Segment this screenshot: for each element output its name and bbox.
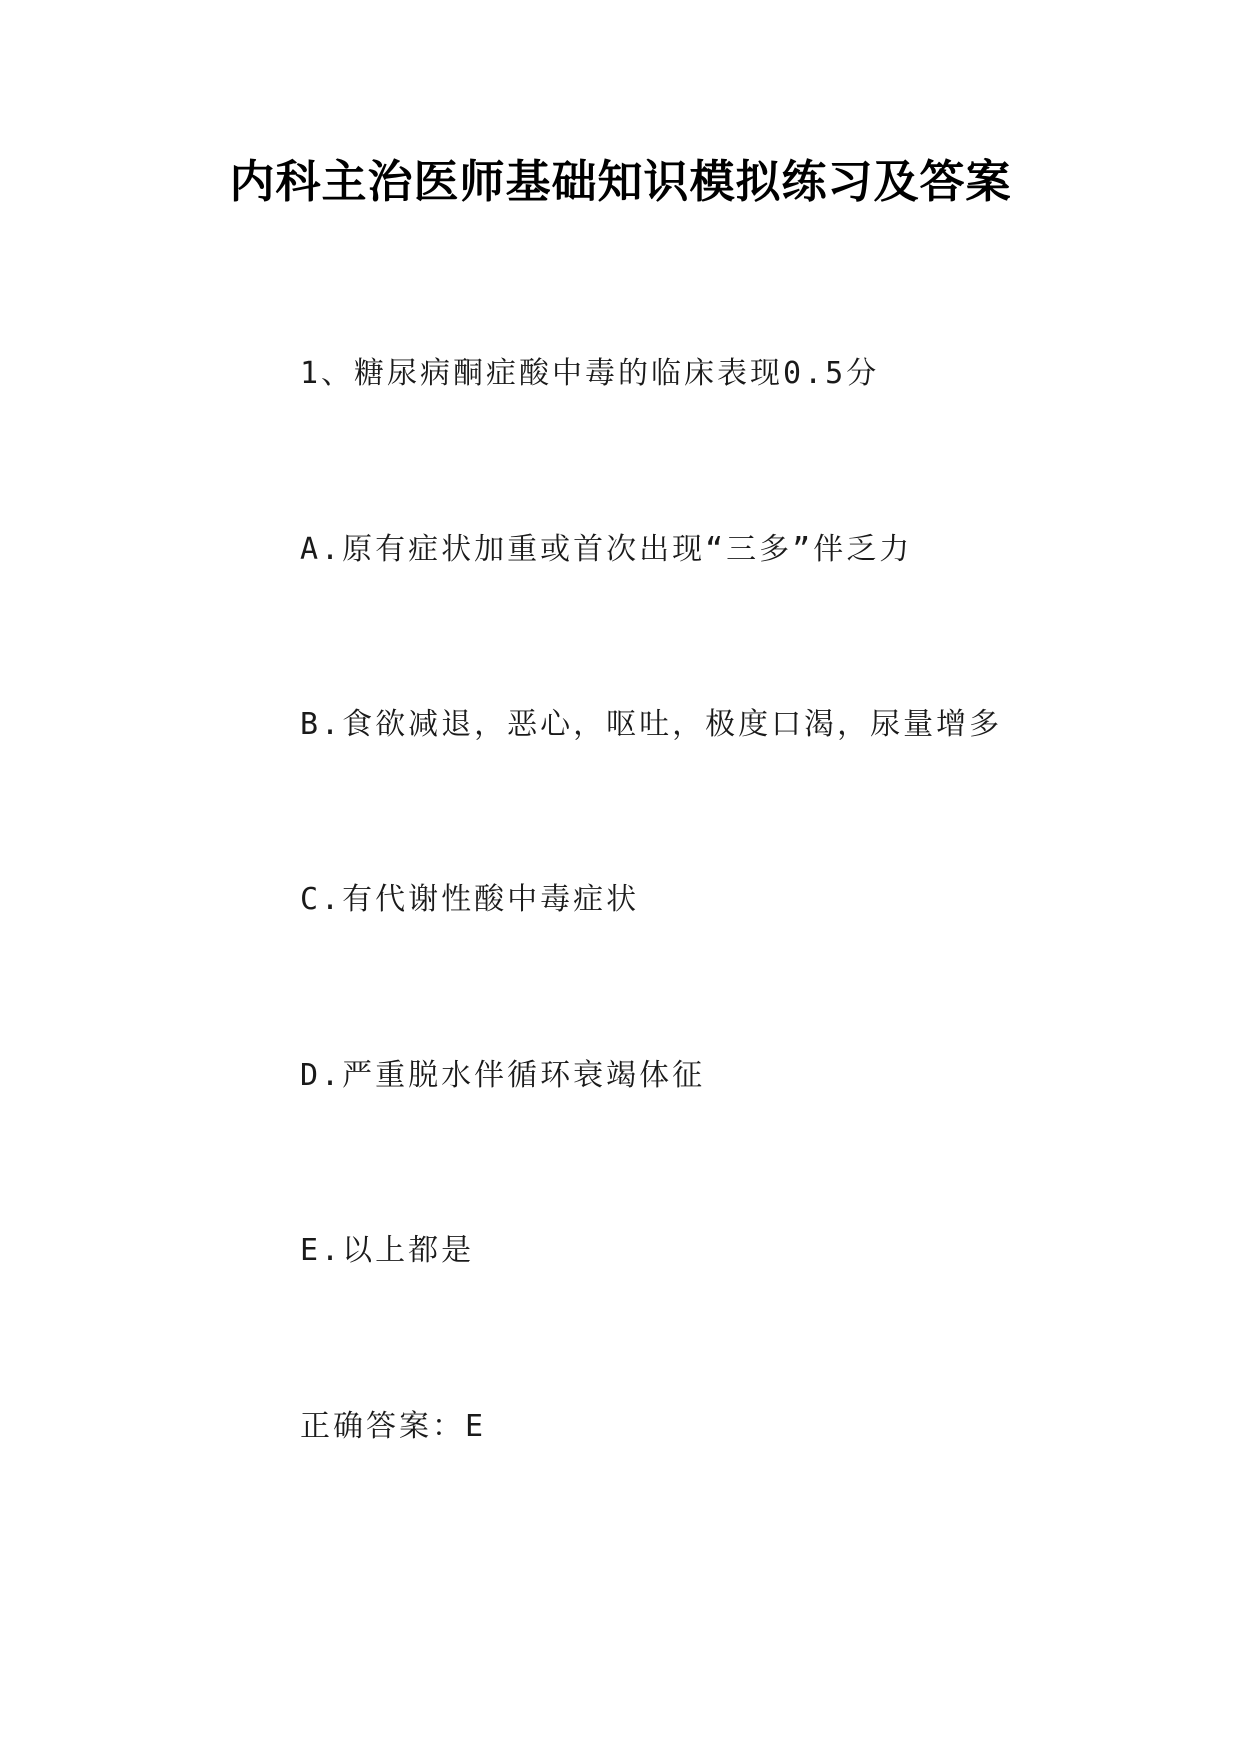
option-a: A.原有症状加重或首次出现“三多”伴乏力 xyxy=(300,532,913,567)
correct-answer: 正确答案：E xyxy=(300,1409,487,1444)
option-d: D.严重脱水伴循环衰竭体征 xyxy=(300,1058,706,1093)
option-e: E.以上都是 xyxy=(300,1233,475,1268)
question-stem: 1、糖尿病酮症酸中毒的临床表现0.5分 xyxy=(300,356,880,391)
option-c: C.有代谢性酸中毒症状 xyxy=(300,882,640,917)
option-b: B.食欲减退，恶心，呕吐，极度口渴，尿量增多 xyxy=(300,707,1003,742)
page-title: 内科主治医师基础知识模拟练习及答案 xyxy=(229,155,1012,208)
